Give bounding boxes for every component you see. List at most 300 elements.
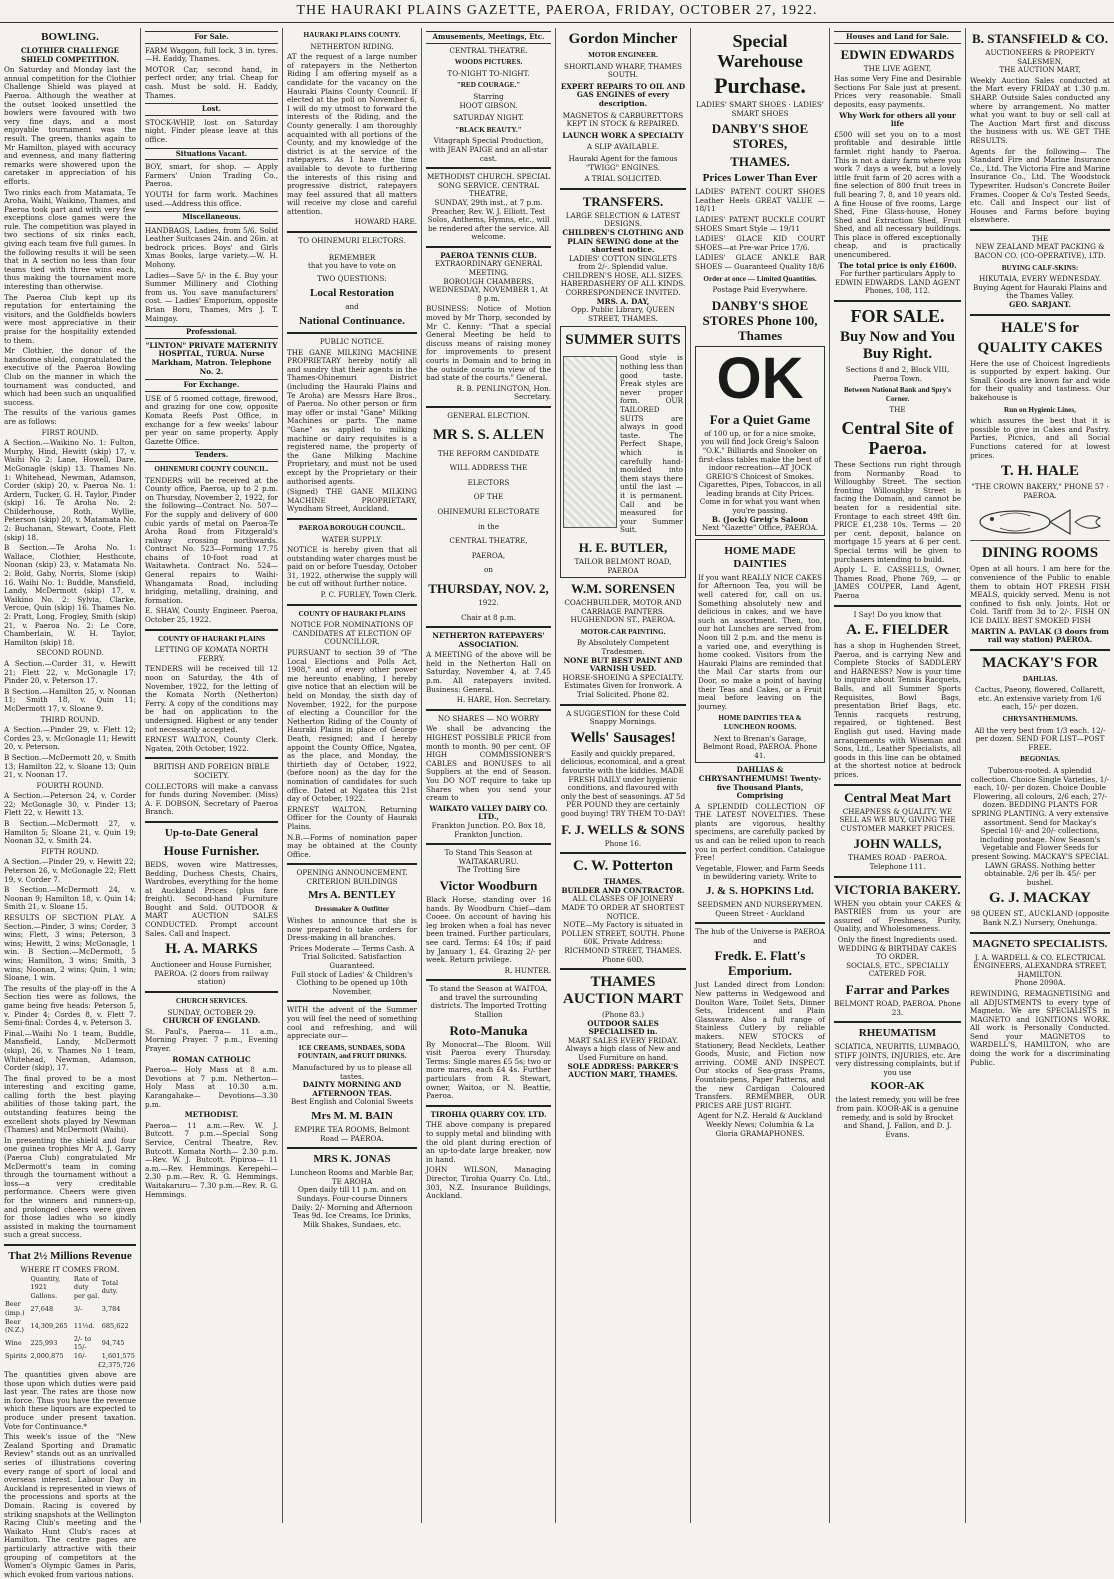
ad-text: I Say! Do you know that [853,609,942,619]
ad-text: LARGE SELECTION & LATEST DESIGNS. [565,210,681,229]
ad-body: WITH the advent of the Summer you will feel the need of something cool and refreshing, and will appreciate our— [287,1005,417,1041]
round-heading: FIRST ROUND. [41,427,99,437]
ad-body: By Monocrat—The Bloom. Will visit Paeroa every Thursday. Terms: Single mares £5 5s; two or more mares, each £4 4s. Further particulars from R. Stewart, owner, Waitoa, or N. Beattie, Paeroa. [426,1039,552,1101]
round-result: B Section.—McDermott 20, v. Smith 13; Hamilton 22, v. Sloane 13; Quin 21, v. Noonan 17. [4,752,136,780]
ad-text: MART SALES EVERY FRIDAY. Always a high class of New and Used Furniture on hand. [565,1035,681,1063]
table-row [4,1318,136,1335]
ad-headline: MOTOR-CAR PAINTING. [580,627,666,636]
ad-body: Open at all hours. I am here for the convenience of the Public to enable them to obtain HOT FRESH FISH MEALS, quickly served. Menu is not confined to fish only. Joints, Hot or Cold. Tariff from 3d to 2/-. FISH ON ICE DAILY. BEST SMOKED FISH [970,564,1110,625]
notice-body: THE GANE MILKING MACHINE PROPRIETARY hereby notify all and sundry that their agents in the Thames-Ohinemuri District (including the Hauraki Plains and Te Aroha) are Messrs Hare Bros., of Paeroa. No other person or firm may offer or instal "Gane" Milking Machines or parts. The name "Gane" as applied to milking machine or dairy requisites is a registered name, the property of the Gane Milking Machine Proprietary, and must not be used except by the Proprietary or their authorised agents. [287,347,417,486]
ad-headline: Up-to-Date General [164,826,259,839]
round-result: B Section.—McDermott 24, v. Noonan 9; Hamilton 18, v. Quin 14; Smith 21, v. Sloane 15. [4,885,136,912]
ad-text: OUTDOOR SALES SPECIALISED in. [587,1018,659,1037]
ad-text: Sections 8 and 2, Block VIII, Paeroa Town. [845,365,950,383]
ad-heading: TIROHIA QUARRY COY. LTD. [430,1109,547,1119]
notice-signature: R. B. PENLINGTON, Hon. Secretary. [456,383,551,402]
ad-headline: RHEUMATISM [858,1027,937,1040]
notice-signature: P. C. FURLEY, Town Clerk. [320,590,417,600]
ad-body: Has some Very Fine and Desirable Sections For Sale just at present. Prices very reasonable. Small deposits, easy payments. [834,74,961,109]
ad-address: BELMONT ROAD, PAEROA. Phone 23. [834,998,961,1017]
ad-headline: National Continuance. [299,315,405,328]
table-cell: 2,000,875 [30,1351,64,1360]
ad-name: DANBY'S SHOE STORES, [711,121,809,152]
classified-ad: "LINTON" PRIVATE MATERNITY HOSPITAL, TURUA. Nurse Markham, Matron. Telephone No. 2. [145,340,278,376]
divider [560,968,686,970]
ad-text: EXPERT REPAIRS TO OIL AND GAS ENGINES of every description. [560,81,686,108]
round-result: B Section.—Te Aroha No. 1: Wallace, Clothier, Hesthcote, Noonan (skip) 23, v. Matamata No. 2: Bold, Gaby, Norris, Slome (skip) 16. Waihi No. 1: Buddle, Mansfield, Landy, McDermott (skip) 17, v. Waikino No. 2: Sylvia, Clarke, Vercoe, Quin (skip) 16. Thames No. 2: Pratt, Long, Frogley, Smith (skip) 21, v. Paeroa No. 2: Le Core, Chamberlain, W. H. Taylor, Hamilton (skip) 18. [4,543,136,647]
revenue-table [4,1275,136,1370]
classified-ad: USE of 5 roomed cottage, firewood, and grazing for one cow, opposite Komata Reefs Post Office, in exchange for a few weeks' labour per year on same property. Apply Gazette Office. [145,393,278,446]
table-cell: Beer (imp.) [5,1300,25,1317]
ad-address: Opp. Public Library, QUEEN STREET, THAMES. [571,305,675,323]
notice-subheading: EXTRAORDINARY GENERAL MEETING. [434,259,543,278]
divider [695,922,825,924]
masthead: THE HAURAKI PLAINS GAZETTE, PAEROA, FRIDAY, OCTOBER 27, 1922. [0,0,1114,23]
notice-subheading: BOROUGH CHAMBERS. WEDNESDAY, NOVEMBER 1, At 8 p.m. [428,276,549,303]
divider [287,1147,417,1149]
ad-body: which assures the best that it is possible to give in Cakes and Pastry. Parties, Picnics, and all Social Functions catered for at lowest prices. [970,416,1110,460]
table-cell: 685,622 [101,1321,129,1330]
ad-body: £500 will set you on to a most profitable and desirable little farmlet right handy to Paeroa. This is not a dairy farm where you work 7 days a week, but a lovely little fruit farm of 20 acres with a fine selection of 800 fruit trees in full bearing 7, 8, and 10 years old. A fine House of five rooms, Large Shed, Fine Glass-house, Honey Shed and Extraction Shed, Fruit Shed, and all necessary buildings. This place is offered exceptionally cheap, and is practically unencumbered. [834,129,961,260]
ad-address: SHORTLAND WHARF, THAMES SOUTH. [564,61,682,80]
ad-name: MARTIN A. PAVLAK (3 doors from rail way station) PAEROA. [971,626,1109,645]
ad-text: REMEMBER [328,252,376,262]
revenue-subtitle: WHERE IT COMES FROM. [20,1264,120,1274]
classified-heading: For Sale. [145,31,278,44]
ad-address: TAILOR BELMONT ROAD, PAEROA [574,556,672,575]
divider [145,821,278,823]
article-paragraph: In presenting the shield and four one guinea trophies Mr A. J. Garry (Paeroa Club) congratulated Mr McDermott's team in coming through the tournament without a loss—a very creditable performance. Cheers were given for the winners and runners-up, and prolonged cheers were given for those ladies who so kindly assisted in making the tournament such a great success. [4,1135,136,1240]
ad-body: Black Horse, standing over 16 hands. By Woodburn Chief—dam Cooee. On account of having his leg broken when a foal has never been trained. Further particulars, see card. Terms: £4 10s; if paid by January 1, £4. Grazing 2/- per week. Return privilege. [426,894,551,965]
ad-body: A SPLENDID COLLECTION OF THE LATEST NOVELTIES. These plants are vigorous, healthy specimens, are carefully packed by us and can be relied upon to reach you in perfect condition. Catalogue Free! [695,801,825,863]
ad-headline: Wells' Sausages! [570,729,676,746]
ad-headline: MACKAY'S FOR [982,654,1098,671]
shoe-item: LADIES' GLACE ANKLE BAR SHOES — Guaranteed Quality 18/6 [695,253,825,271]
ad-body: We shall be advancing the HIGHEST POSSIBLE PRICE from month to month. 90 per cent. OF HIGH COMMISSIONER'S CABLES and BONUSES to all Suppliers at the end of Season. You DO NOT require to take up Shares when you send your cream to [426,724,551,803]
ad-text: HOOT GIBSON. [459,100,518,110]
ad-text: 1922. [478,597,499,607]
ad-text: A TRIAL SOLICITED. [584,174,662,184]
ad-text: By Absolutely Competent Tradesmen. [576,638,670,657]
ad-body: BEDS, woven wire Mattresses, Bedding, Duchess Chests, Chairs, Wardrobes, everything for the home at Auckland Prices (plus fare freight). Second-hand Furniture Bought and Sold. OUTDOOR & MART AUCTION SALES CONDUCTED. Prompt account Sales. Call and Inspect. [145,859,278,938]
divider [970,649,1110,651]
ad-address: "THE CROWN BAKERY," PHONE 57 · PAEROA. [971,482,1109,500]
ad-name: EDWIN EDWARDS [840,46,955,62]
ad-subheading: AUCTIONEERS & PROPERTY SALESMEN, [985,48,1095,66]
ad-name: H. E. BUTLER, [578,539,668,555]
classified-heading: Houses and Land for Sale. [834,31,961,44]
round-heading: SECOND ROUND. [36,648,104,658]
church-denomination: ROMAN CATHOLIC [172,1054,251,1064]
ad-name: A. E. FIELDER [846,622,949,639]
round-result: B Section.—Hamilton 25, v. Noonan 11; Smith 18, v. Quin 11; McDermott 17, v. Sloane 9. [4,686,136,713]
divider [560,704,686,706]
notice-heading: BRITISH AND FOREIGN BIBLE SOCIETY. [153,762,270,780]
ad-name: VICTORIA BAKERY. [834,881,961,897]
ad-subheading: CHRYSANTHEMUMS. [1002,715,1078,724]
table-cell: 225,993 [30,1339,58,1348]
ad-text: HORSE-SHOEING A SPECIALTY. [562,672,684,682]
ad-text: LAUNCH WORK A SPECIALTY [562,130,684,140]
church-times: Paeroa— 11 a.m.—Rev. W. J. Butcott. 7 p.m.—Special Song Service, Central Theatre, Rev. Butcott. Komata North— 2.30 p.m.—Rev. W. J. Butcott. Pipiroa— 11 a.m.—Rev. Hemmings. Kerepehi— 2.30 p.m.—Rev. R. G. Hemmings. Waitakaruru— 7.30 p.m.—Rev. R. G. Hemmings. [145,1120,278,1199]
notice-heading: METHODIST CHURCH. SPECIAL SONG SERVICE. CENTRAL THEATRE, [426,172,551,199]
ad-text: Only the finest Ingredients used. [837,934,958,944]
column-2 [141,28,282,1523]
ad-text: WEDDING & BIRTHDAY CAKES TO ORDER. [838,943,957,962]
ad-headline: FOR SALE. [850,306,945,327]
divider [834,300,961,302]
column-3 [283,28,421,1523]
ad-headline: Local Restoration [309,287,394,300]
ad-heading: DAHLIAS & CHRYSANTHEMUMS! Twenty-five Thousand Plants, Comprising [698,765,822,801]
table-cell: 11½d. [73,1321,95,1330]
ad-headline: TRANSFERS. [582,193,664,209]
round-result: A Section.—Corder 31, v. Hewitt 21; Flett 22, v. McGonagle 17; Pinder 20, v. Peterson 17. [4,658,136,686]
divider [287,231,417,233]
notice-heading: PAEROA BOROUGH COUNCIL. [298,523,406,532]
ad-text: A SLIP AVAILABLE. [586,142,660,152]
column-5 [556,28,690,1523]
ad-price: The total price is only £1600. [838,260,957,270]
classified-ad: Ladies—Save 5/- in the £. Buy your Summer Millinery and Clothing from us. You save manufacturers' cost. — Ladies' Emporium, opposite Brian Boru, Thames, Mrs J. T. Maingay. [145,270,278,323]
column-8 [966,28,1114,1523]
notice-signature: E. SHAW, County Engineer. Paeroa, October 25, 1922. [145,606,278,625]
ad-subheading: THE LIVE AGENT, [863,63,932,73]
article-paragraph: The quantities given above are those upon which duties were paid last year. The rates are those now in force. Thus you have the revenue which these liquors are expected to produce under present taxation. Vote for Continuance.* [4,1370,136,1431]
column-6 [691,28,829,1523]
ad-text: The Trotting Sire [456,865,521,875]
divider [287,604,417,606]
ad-text: on [484,565,493,575]
round-result: A Section.—Peterson 24, v. Corder 22; McGonagle 30, v. Pinder 13; Flett 22, v. Hewitt 13. [4,791,136,818]
divider [426,843,551,845]
divider [426,406,551,408]
ad-name: HOME DAINTIES TEA & LUNCHEON ROOMS. [718,714,802,731]
ok-saloon-ad [695,346,825,536]
notice-heading: PAEROA TENNIS CLUB. [440,250,537,260]
table-cell: 94,745 [101,1339,125,1348]
round-heading: FIFTH ROUND. [41,846,99,856]
classified-heading: Amusements, Meetings, Etc. [426,31,551,44]
classified-heading: For Exchange. [145,379,278,392]
notice-signature: (Signed) THE GANE MILKING MACHINE PROPRIETARY, Wyndham Street, Auckland. [287,487,417,514]
ad-body: has a shop in Hughenden Street, Paeroa, and is carrying New and Complete Stocks of SADDLERY and HARNESS? Now is your time to inquire about Tennis Racquets, Balls, and all Summer Sports Requisites, Bowl Bags, presentation Brief Bags, etc. Tennis racquets restrung, repaired, or tightened. Best English gut used. Having made arrangements with Wiseman and Sons, Ltd., Leather Specialists, all goods in this line can be obtained at the shortest notice at bedrock prices. [834,641,961,779]
table-total: £2,375,726 [97,1360,135,1369]
table-cell: 2/- to 15/- [73,1334,92,1352]
notice-body: NOTICE is hereby given that all outstanding water charges must be paid on or before Tuesday, October 31, 1922, otherwise the supply will be cut off without further notice. [287,545,417,589]
ad-subheading: Run on Hygienic Lines, [1004,405,1076,414]
ad-headline: Central Site of Paeroa. [841,418,954,458]
ad-address: Frankton Junction. P.O. Box 18, Frankton Junction. [431,820,546,839]
church-date: SUNDAY, OCTOBER 29. [167,1007,256,1017]
ad-body: THE above company is prepared to supply metal and blinding with the old plant during erection of an up-to-date large breaker, now in hand. [426,1120,551,1164]
ad-name: F. J. WELLS & SONS [561,821,685,837]
ad-body: Open daily till 11 p.m. and on Sundays. Four-course Dinners Daily: 2/- Morning and Afternoon Teas 9d. Ice Creams, Ice Drinks, Milk Shakes, Sundaes, etc. [291,1185,413,1229]
ad-text: Chair at 8 p.m. [461,612,516,622]
section-results: RESULTS OF SECTION PLAY. A Section.—Pinder, 3 wins; Corder, 3 wins; Flett, 3 wins; Peterson, 3 wins; Hewitt, 2 wins; McGonagle, 1 win. B Section.—McDermott, 5 wins; Hamilton, 3 wins; Smith, 3 wins; Noonan, 2 wins; Quin, 1 win; Sloane, 1 win. [4,913,136,983]
notice-heading: TO OHINEMURI ELECTORS. [298,236,406,246]
divider [560,852,686,854]
notice-note: N.B.—Forms of nomination paper may be obtained at the County Office. [287,832,417,859]
article-paragraph: The final proved to be a most interesting and exciting game, calling forth the best playing abilities of those taking part, the outstanding features being the excellent shots played by Newman (Thames) and McDermott (Waihi). [4,1073,136,1135]
candidate-name: MR S. S. ALLEN [432,426,545,443]
ad-text: WILL ADDRESS THE [449,463,528,473]
ad-heading: To Stand This Season at WAITAKARURU. [444,848,533,866]
divider [426,709,551,711]
ad-name: JOHN WALLS, [853,836,942,852]
classified-ad: FARM Waggon, full lock, 3 in. tyres.—H. Eaddy, Thames. [145,45,278,64]
ad-body: Tuberous-rooted. A splendid collection. Choice Single Varieties, 1/- each, 10/- per dozen. Choice Double Flowering, all colours, 2/6 each, 27/- dozen. BEDDING PLANTS FOR SPRING PLANTING. A very extensive assortment. Send for Mackay's Special 10/- and 20/- collections, including postage. Now Season's Vegetable and Flower Seeds for present Sowing. MACKAY'S SPECIAL LAWN GRASS. Nothing better obtainable. 2/6 per lb. 45/- per bushel. [970,766,1110,887]
ad-address: Next "Gazette" Office, PAEROA. [701,523,819,533]
ad-headline: Prices Lower Than Ever [702,172,818,185]
divider [970,932,1110,934]
notice-subheading: LETTING OF KOMATA NORTH FERRY. [154,645,269,663]
ad-text: SCIATICA, NEURITIS, LUMBAGO, STIFF JOINTS, INJURIES, etc. Are very distressing complaints, but if you use [834,1042,961,1077]
shoe-item: LADIES' PATENT COURT SHOES Leather Heels GREAT VALUE — 18/11 [695,187,825,214]
ad-subheading: CRITERION BUILDINGS [306,876,398,886]
ad-body: For further particulars Apply to EDWIN EDWARDS. LAND AGENT Phones, 108, 112. [834,269,960,296]
column-4 [422,28,555,1523]
ad-name: NEW ZEALAND MEAT PACKING & BACON CO. (CO-OPERATIVE), LTD. [974,242,1106,261]
table-cell: 27,648 [30,1304,54,1313]
table-header-cell: Rate of duty per gal. [73,1274,100,1300]
notice-body: COLLECTORS will make a canvass for funds during November. (Miss) A. F. DOBSON, Secretary of Paeroa Branch. [145,781,278,817]
ad-headline: Special Warehouse [717,31,803,71]
classified-ad: MOTOR Car, second hand, in perfect order, any trial. Cheap for cash. Must be sold. H. Eaddy, Thames. [145,64,278,100]
ad-subheading: MOTOR ENGINEER. [588,51,658,59]
ad-text: HIKUTAIA, EVERY WEDNESDAY. [979,274,1101,284]
church-times: St. Paul's, Paeroa— 11 a.m., Morning Prayer. 7 p.m., Evening Prayer. [145,1026,278,1053]
ad-address: EMPIRE TEA ROOMS, Belmont Road — PAEROA. [294,1124,410,1143]
article-paragraph: The results of the various games are as follows: [4,408,136,426]
church-heading: CHURCH SERVICES. [175,997,248,1006]
notice-body: TENDERS will be received till 12 noon on Saturday, the 4th of November, 1922, for the letting of the Komata North (Netherton) Ferry. A copy of the conditions may be had on application to the undersigned. Highest or any tender not necessarily accepted. [145,664,278,734]
ad-subheading: Luncheon Rooms and Marble Bar, TE AROHA [290,1168,414,1186]
ad-headline: Buy Now and You Buy Right. [840,329,955,363]
film-title: "BLACK BEAUTY." [455,125,522,134]
round-heading: FOURTH ROUND. [36,780,104,790]
ad-subheading: THE AUCTION MART, [999,65,1081,75]
ad-text: The hub of the Universe is PAEROA and [695,927,825,945]
divider [834,876,961,878]
ad-text: Vegetable, Flower, and Farm Seeds in bewildering variety. Write to [695,863,825,882]
article-paragraph: On Saturday and Monday last the annual competition for the Clothier Challenge Shield was played at Paeroa. Although the weather at the outset looked unsettled the bowlers were favoured with two very fine days, and a most enjoyable tournament was the result. The green, thanks again to Mr Hamilton, played with accuracy and evenness, and many flattering remarks were showered upon the caretaker in appreciation of his efforts. [4,65,136,186]
ad-headline: THURSDAY, NOV. 2, [428,580,549,596]
ad-body: Cactus, Paeony, flowered, Collarett, etc. An extensive variety from 1/6 each, 15/- per dozen. [974,685,1106,712]
column-7 [830,28,965,1523]
ad-headline: For a Quiet Game [709,411,811,427]
notice-body: PURSUANT to section 39 of "The Local Elections and Polls Act, 1908," and of every other power me hereunto enabling, I hereby give notice that an election will be held on Monday, the sixth day of November, 1922, for the purpose of electing a Councillor for the Netherton Riding of the County of Hauraki Plains in place of George Death, resigned; and I hereby appoint the County Office, Ngatea, as the place, and Monday, the thirtieth day of October, 1922, (before noon) as the day for the nomination of candidates for such office. Dated at Ngatea this 21st day of October, 1922. [287,648,417,804]
ad-headline: SUMMER SUITS [565,332,681,349]
ad-subheading: THAMES. [730,154,790,170]
table-cell: 1,601,575 [101,1351,135,1360]
church-times: Paeroa— Holy Mass at 8 a.m. Devotions at 7 p.m. Netherton— Holy Mass at 10.30 a.m. Karangahake— Devotions—3.30 p.m. [145,1065,278,1109]
bowling-title: BOWLING. [41,31,99,43]
notice-heading: HAURAKI PLAINS COUNTY. [303,31,401,39]
ad-text: LADIES' COTTON SINGLETS from 2/-. Splendid value. CHILDREN'S HOSE, ALL SIZES. HABERDASHERY OF ALL KINDS. CORRESPONDENCE INVITED. [560,253,686,298]
ad-text: Hauraki Agent for the famous "TWIGG" ENGINES. [568,153,678,172]
ad-headline: QUALITY CAKES [977,339,1103,356]
ad-name: B. (Jock) Greig's Saloon [711,514,809,524]
ad-headline: MAGNETO SPECIALISTS. [972,937,1108,950]
ad-text: BUILDER AND CONTRACTOR. [561,885,685,895]
ad-body: WHEN you obtain your CAKES & PASTRIES from us your are assured of Freshness, Purity, Quality, and Wholesomeness. [834,898,961,934]
table-header-cell: Total duty. [101,1278,119,1296]
ad-text: OF THE [473,492,504,502]
notice-subheading: NOTICE FOR NOMINATIONS OF CANDIDATES AT ELECTION OF COUNCILLOR. [290,620,414,647]
notice-subheading: WATER SUPPLY. [321,534,383,544]
ad-name: DANBY'S SHOE STORES Phone 100, Thames [702,297,818,343]
ad-body: Good style is nothing less than good taste. Freak styles are never proper form. OUR TAILORED SUITS are always in good taste. The Perfect Shape, which is carefully hand-moulded into them stays there until the last — it is permanent. Call and be measured for your Summer Suit. [620,353,683,535]
ad-text: SATURDAY NIGHT. [453,113,524,123]
table-cell: Wine [5,1339,22,1348]
ad-body: Manufactured by us to please all tastes. [292,1062,412,1081]
table-cell: Spirits [5,1351,27,1360]
ad-address: Next to Brenan's Garage, Belmont Road, PAEROA. Phone 41. [702,733,818,760]
ad-body: All the very best from 1/3 each. 12/- per dozen. SEND FOR LIST—POST FREE. [974,725,1106,752]
ad-headline: Roto-Manuka [449,1022,528,1038]
ad-body: REWINDING, REMAGNETISING and all ADJUSTMENTS to every type of Magneto. We are SPECIALISTS in MAGNETO and IGNITIONS WORK. All work is Personally Conducted. Send your MAGNETOS to WARDELL'S, HAMILTON, who are doing the work for a discriminating Public. [970,988,1110,1067]
table-cell: 16/- [73,1351,87,1360]
ad-text: MAGNETOS & CARBURETTORS KEPT IN STOCK & REPAIRED. [562,110,684,129]
ad-text: TWO QUESTIONS: [317,273,387,283]
ad-headline: HOME MADE DAINTIES [724,544,796,570]
ad-body: Weekly Auction Sales conducted at the Mart every FRIDAY at 1.30 p.m. SHARP. Outside Sales conducted any where by arrangement. No matter what you want to buy or sell call at The Auction Mart first and discuss the business with us. WE GET THE RESULTS. [970,75,1110,145]
ad-text: and [345,302,359,312]
ad-name: B. STANSFIELD & CO. [972,31,1108,46]
notice-heading: GENERAL ELECTION. [447,410,530,420]
ad-body: the latest remedy, you will be free from pain. KOOR-AK is a genuine remedy, and is sold by Brocket and Shand, J. Fallon, and D. J. Evans. [835,1095,960,1139]
ad-text: Estimates Given for Ironwork. A Trial Solicited. Phone 82. [564,681,682,700]
ad-text: SOCIALS, ETC., SPECIALLY CATERED FOR. [846,960,949,979]
ad-name: T. H. HALE [1000,463,1080,480]
ad-headline: Dressmaker & Outfitter [315,905,389,914]
table-cell: 3/- [73,1304,83,1313]
ad-name: J. A. WARDELL & CO. ELECTRICAL ENGINEERS, ALEXANDRA STREET, HAMILTON. [973,952,1107,979]
ad-text: LADIES' SMART SHOES · LADIES' SMART SHOES [696,100,824,118]
ad-text: THE REFORM CANDIDATE [437,448,540,458]
divider [426,167,551,169]
ad-body: Prices Moderate — Terms Cash. A Trial Solicited. Satisfaction Guaranteed. [289,943,415,971]
notice-signature: H. HARE, Hon. Secretary. [456,695,551,705]
ad-address: SEEDSMEN AND NURSERYMEN. Queen Street · Auckland [697,900,823,918]
ad-text: Buying Agent for Hauraki Plains and the Thames Valley. [972,282,1108,301]
table-cell: 14,309,265 [30,1321,68,1330]
notice-body: SUNDAY, 29th inst., at 7 p.m. Preacher, Rev. W. J. Elliott. Test Solos, Anthems, Hymns, etc., will be rendered after the service. All welcome. [427,197,550,242]
notice-heading: COUNTY OF HAURAKI PLAINS [298,609,406,618]
classified-ad: YOUTH for farm work. Machines used.—Address this office. [145,189,278,208]
ad-headline: House Furnisher. [163,842,260,858]
ad-contact: Apply L. E. CASSELLS, Owner, Thames Road, Phone 769, — or JAMES COUPER, Land Agent, Paeroa [834,565,961,600]
ad-text: CHEAPNESS & QUALITY. WE SELL AS WE BUY, GIVING THE CUSTOMER MARKET PRICES. [839,806,956,833]
classified-heading: Miscellaneous. [145,211,278,224]
round-result: B Section.—McDermott 27, v. Hamilton 5; Sloane 21, v. Quin 19; Noonan 32, v. Smith 24. [4,819,136,846]
classified-ad: BOY, smart, for shop. — Apply Farmers' Union Trading Co., Paeroa. [145,162,278,189]
ad-headline: Purchase. [714,73,806,98]
article-paragraph: Mr Clothier, the donor of the handsome shield, congratulated the executive of the Paeroa Bowling Club on the manner in which the tournament was conducted, and which had been such an unqualified success. [4,346,136,407]
ad-text: CHILDREN'S CLOTHING AND PLAIN SEWING done at the shortest notice. [562,227,684,255]
ad-text: THE [1031,233,1049,243]
divider [287,1000,417,1002]
divider [145,991,278,993]
divider [560,188,686,190]
ad-name: THAMES AUCTION MART [563,974,683,1008]
ad-name: Central Meat Mart [844,789,951,805]
ad-text: PAEROA, [471,550,506,560]
ad-subheading: BEGONIAS. [1020,755,1060,764]
table-header-cell [4,1275,29,1301]
divider [426,979,551,981]
ad-name: Mrs A. BENTLEY [308,889,396,902]
table-row [4,1335,136,1352]
ad-address: SOLE ADDRESS: PARKER'S AUCTION MART, THAMES. [567,1061,679,1080]
ad-name: Farrar and Parkes [845,981,950,997]
column-1 [0,28,140,1579]
ad-text: THE [889,405,906,415]
ad-signature: R. HUNTER. [504,965,551,975]
ad-text: Postage Paid Everywhere. [712,285,808,295]
table-header-cell: Quantity, 1921 Gallons. [30,1274,61,1300]
table-total-row [4,1361,136,1370]
film-title: "RED COURAGE." [456,81,521,90]
ad-headline: Why Work for others all your life [839,110,956,129]
ad-headline: Order at once — Limited Quantities. [703,274,817,283]
table-row [4,1352,136,1361]
divider [145,629,278,631]
ad-headline: BUYING CALF-SKINS: [1001,263,1079,272]
table-header-row [4,1275,136,1301]
round-result: A Section.—Pinder 29, v. Hewitt 22; Peterson 26, v. McGonagle 22; Flett 19, v. Corder 7. [4,857,136,884]
ad-text: OHINEMURI ELECTORATE [437,506,540,516]
ad-address: Auctioneer and House Furnisher, PAEROA. (2 doors from railway station) [151,960,272,987]
ad-address: 98 QUEEN ST., AUCKLAND (opposite Bank N.Z.) Nursery, Onehunga. [970,909,1110,927]
table-cell: 3,784 [101,1304,121,1313]
notice-heading: NETHERTON RATEPAYERS' ASSOCIATION. [432,631,545,649]
ad-text: that you have to vote on [307,261,397,271]
ad-phone: Phone 2090A. [1014,978,1066,988]
ad-address: HUGHENDON ST., PAEROA. [570,615,676,625]
ad-text: in the [478,521,499,531]
ad-name: KOOR-AK [870,1080,925,1093]
ad-text: A SUGGESTION for these Cold Snappy Mornings. [566,708,680,727]
ad-body: Agents for the following— The Standard Fire and Marine Insurance Co., Ltd. The Victoria Fire and Marine Insurance Co., Ltd. The Woodstock Typewriter. Hudson's Concrete Boiler Frames. Cooper & Co's Tested Seeds, etc. Call and Inspect our list of Houses and Farms before buying elsewhere. [970,146,1110,225]
ad-subheading: DAHLIAS. [1022,674,1058,683]
shoe-item: LADIES' PATENT BUCKLE COURT SHOES Smart Style — 19/11 [695,214,825,233]
ad-text: Vitagraph Special Production, with JEAN PAIGE and an all-star cast. [429,136,548,163]
classified-ad: HANDBAGS, Ladies, from 5/6. Solid Leather Suitcases 24in. and 26in. at bedrock prices. Boys' and Girls Xmas Books, large variety.—W. H. Mohony. [145,225,278,270]
round-heading: THIRD ROUND. [40,714,100,724]
shoe-item: LADIES' GLACE KID COURT SHOES—at Pre-war Price 17/6. [695,234,825,252]
divider [426,1105,551,1107]
divider [4,1244,136,1246]
summer-suits-ad [560,326,686,578]
article-paragraph: Final.—Waihi No 1 team, Buddle, Mansfield, Landy, McDermott (skip), 26, v. Thames No 1 team, Whitehead, Newman, Adamson, Corder (skip), 17. [4,1028,136,1073]
divider [145,757,278,759]
article-paragraph: Two rinks each from Matamata, Te Aroha, Waihi, Waikino, Thames, and Paeroa took part and with very few exceptions close games were the rule. The competition was played in two sections of six rinks each, giving each team five full games. In the following results it will be seen that in A section no less than four teams tied with three wins each, thus making the tournament more interesting than otherwise. [4,187,136,292]
ad-text: Agent for N.Z. Herald & Auckland Weekly News; Columbia & La Gloria GRAMAPHONES. [697,1111,823,1138]
church-denomination: METHODIST. [184,1110,239,1120]
ad-headline: ICE CREAMS, SUNDAES, SODA FOUNTAIN, and FRUIT DRINKS. [297,1043,407,1061]
table-cell: Beer (N.Z.) [5,1317,24,1335]
classified-ad: STOCK-WHIP, lost on Saturday night. Finder please leave at this office. [145,117,278,144]
ad-headline: WOODS PICTURES. [454,58,523,67]
ad-text: TO-NIGHT TO-NIGHT. [447,68,530,78]
ad-text: ALL CLASSES OF JOINERY MADE TO ORDER AT SHORTEST NOTICE. [561,894,685,921]
ad-name: GEO. SARJANT. [1009,300,1071,310]
ad-name: MRS. A. DAY, [596,296,650,306]
divider [426,246,551,248]
divider [426,626,551,628]
